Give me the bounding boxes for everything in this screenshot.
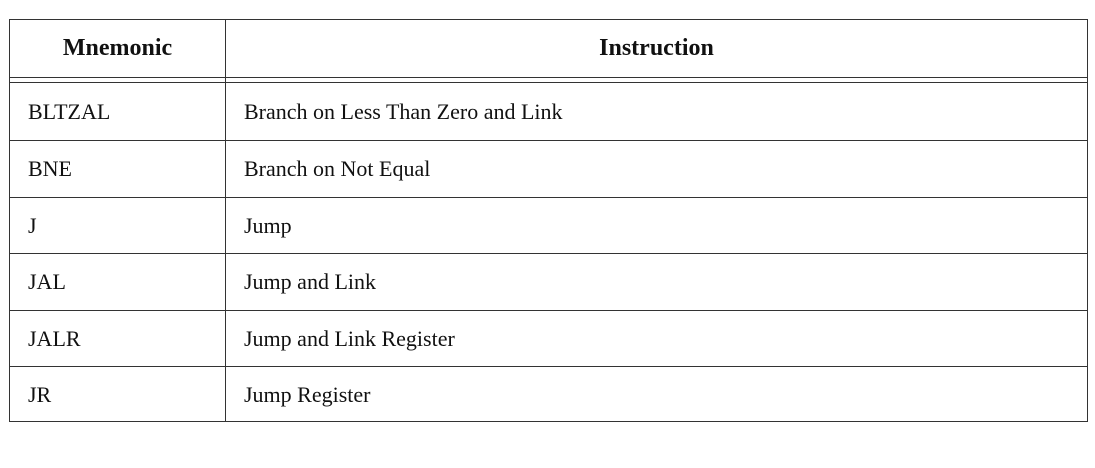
table-row — [10, 83, 1087, 140]
cell-mnemonic: J — [28, 212, 37, 238]
table-row — [10, 310, 1087, 367]
cell-mnemonic: JALR — [28, 325, 81, 351]
table-row — [10, 366, 1087, 423]
cell-instruction: Jump — [244, 212, 292, 238]
instruction-table — [9, 19, 1088, 422]
cell-instruction: Jump and Link Register — [244, 325, 455, 351]
cell-instruction: Branch on Not Equal — [244, 155, 431, 181]
table-row — [10, 253, 1087, 310]
header-mnemonic: Mnemonic — [62, 35, 173, 61]
header-rule-top — [10, 77, 1087, 78]
table-row — [10, 197, 1087, 254]
header-instruction: Instruction — [599, 35, 714, 61]
cell-instruction: Jump and Link — [244, 268, 376, 294]
cell-mnemonic: BNE — [28, 155, 72, 181]
cell-mnemonic: BLTZAL — [28, 98, 111, 124]
cell-mnemonic: JR — [28, 381, 52, 407]
cell-mnemonic: JAL — [28, 268, 66, 294]
table-header-row — [10, 20, 1087, 77]
cell-instruction: Branch on Less Than Zero and Link — [244, 98, 563, 124]
table-row — [10, 140, 1087, 197]
cell-instruction: Jump Register — [244, 381, 371, 407]
